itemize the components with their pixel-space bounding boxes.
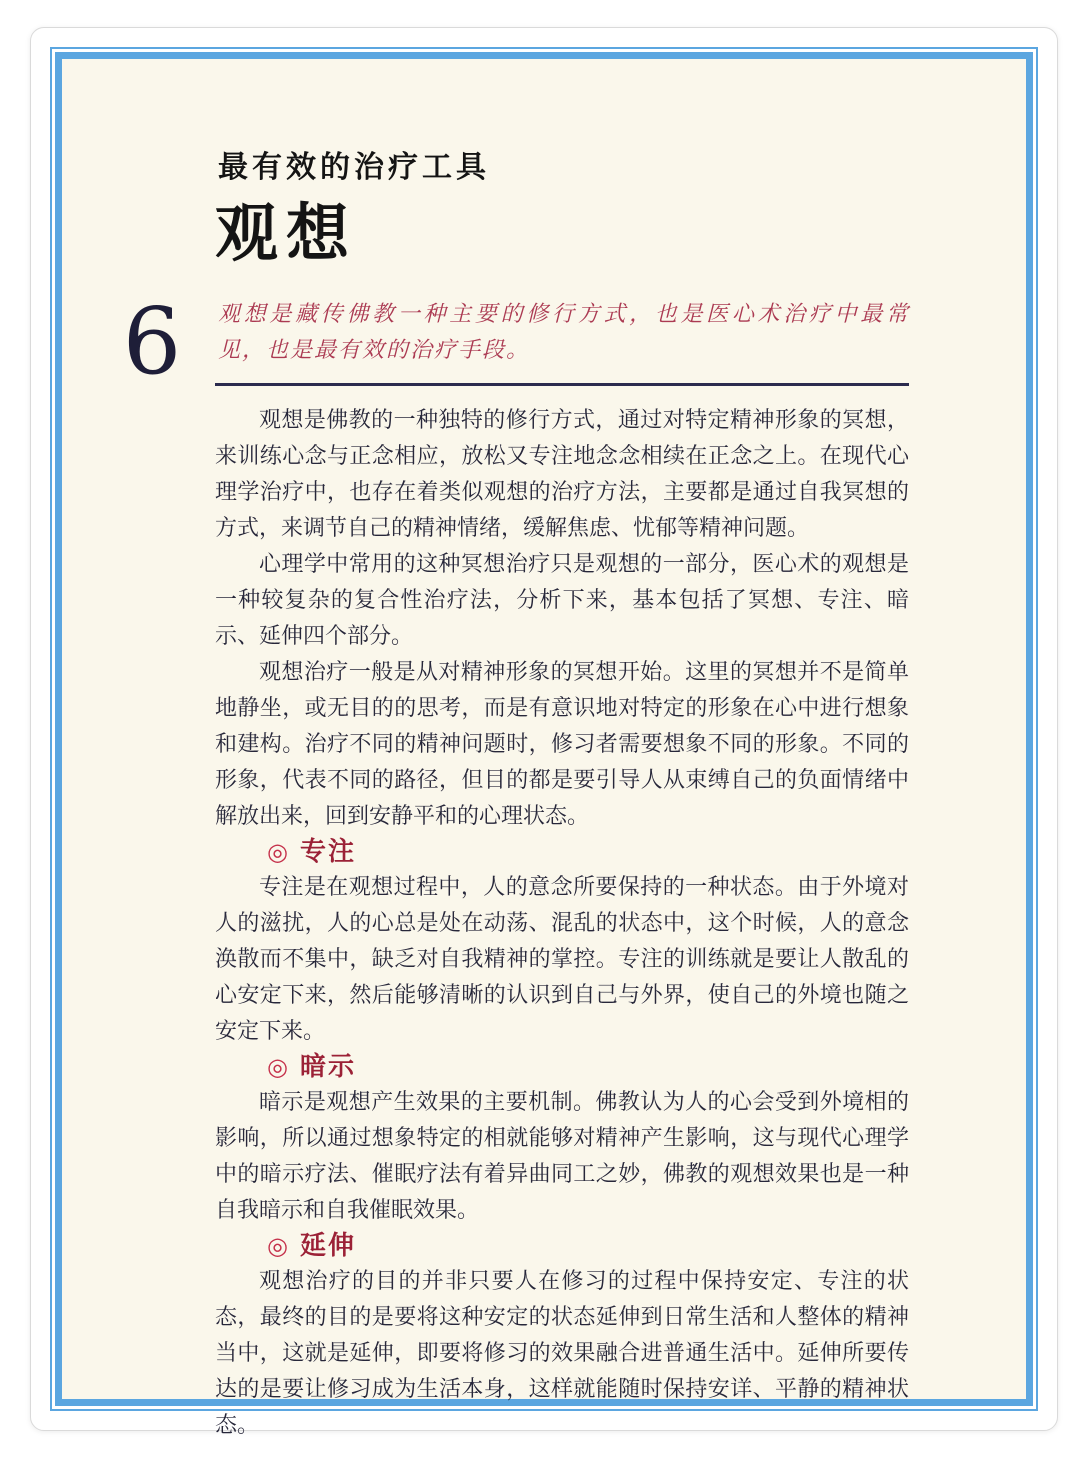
chapter-number: 6 — [122, 288, 182, 395]
body-text — [215, 402, 909, 1443]
section-body: 暗示是观想产生效果的主要机制。佛教认为人的心会受到外境相的影响，所以通过想象特定的相就能够对精神产生影响，这与现代心理学中的暗示疗法、催眠疗法有着异曲同工之妙，佛教的观想效果也是一种自我暗示和自我催眠效果。 — [215, 1089, 909, 1222]
paragraph: 心理学中常用的这种冥想治疗只是观想的一部分，医心术的观想是一种较复杂的复合性治疗法，分析下来，基本包括了冥想、专注、暗示、延伸四个部分。 — [215, 551, 909, 648]
section-heading-extension — [215, 1228, 909, 1263]
chapter-kicker: 最有效的治疗工具 — [218, 151, 490, 184]
bullseye-icon: ◎ — [267, 1232, 290, 1260]
section-body: 专注是在观想过程中，人的意念所要保持的一种状态。由于外境对人的滋扰，人的心总是处在动荡、混乱的状态中，这个时候，人的意念涣散而不集中，缺乏对自我精神的掌控。专注的训练就是要让人散乱的心安定下来，然后能够清晰的认识到自己与外界，使自己的外境也随之安定下来。 — [215, 874, 909, 1043]
divider-rule — [215, 383, 909, 386]
section-heading-focus — [215, 834, 909, 869]
section-body: 观想治疗的目的并非只要人在修习的过程中保持安定、专注的状态，最终的目的是要将这种安定的状态延伸到日常生活和人整体的精神当中，这就是延伸，即要将修习的效果融合进普通生活中。延伸所要传达的是要让修习成为生活本身，这样就能随时保持安详、平静的精神状态。 — [215, 1268, 909, 1437]
bullseye-icon: ◎ — [267, 838, 290, 866]
chapter-intro: 观想是藏传佛教一种主要的修行方式，也是医心术治疗中最常见，也是最有效的治疗手段。 — [218, 301, 910, 362]
page-title: 观想 — [215, 199, 357, 269]
section-heading-label: 暗示 — [299, 1051, 356, 1081]
paragraph: 观想治疗一般是从对精神形象的冥想开始。这里的冥想并不是简单地静坐，或无目的的思考，而是有意识地对特定的形象在心中进行想象和建构。治疗不同的精神问题时，修习者需要想象不同的形象。不同的形象，代表不同的路径，但目的都是要引导人从束缚自己的负面情绪中解放出来，回到安静平和的心理状态。 — [215, 659, 909, 828]
paragraph: 观想是佛教的一种独特的修行方式，通过对特定精神形象的冥想，来训练心念与正念相应，放松又专注地念念相续在正念之上。在现代心理学治疗中，也存在着类似观想的治疗方法，主要都是通过自我冥想的方式，来调节自己的精神情绪，缓解焦虑、忧郁等精神问题。 — [215, 407, 909, 540]
bullseye-icon: ◎ — [267, 1053, 290, 1081]
section-heading-suggestion — [215, 1049, 909, 1084]
section-heading-label: 专注 — [299, 836, 356, 866]
section-heading-label: 延伸 — [299, 1230, 356, 1260]
